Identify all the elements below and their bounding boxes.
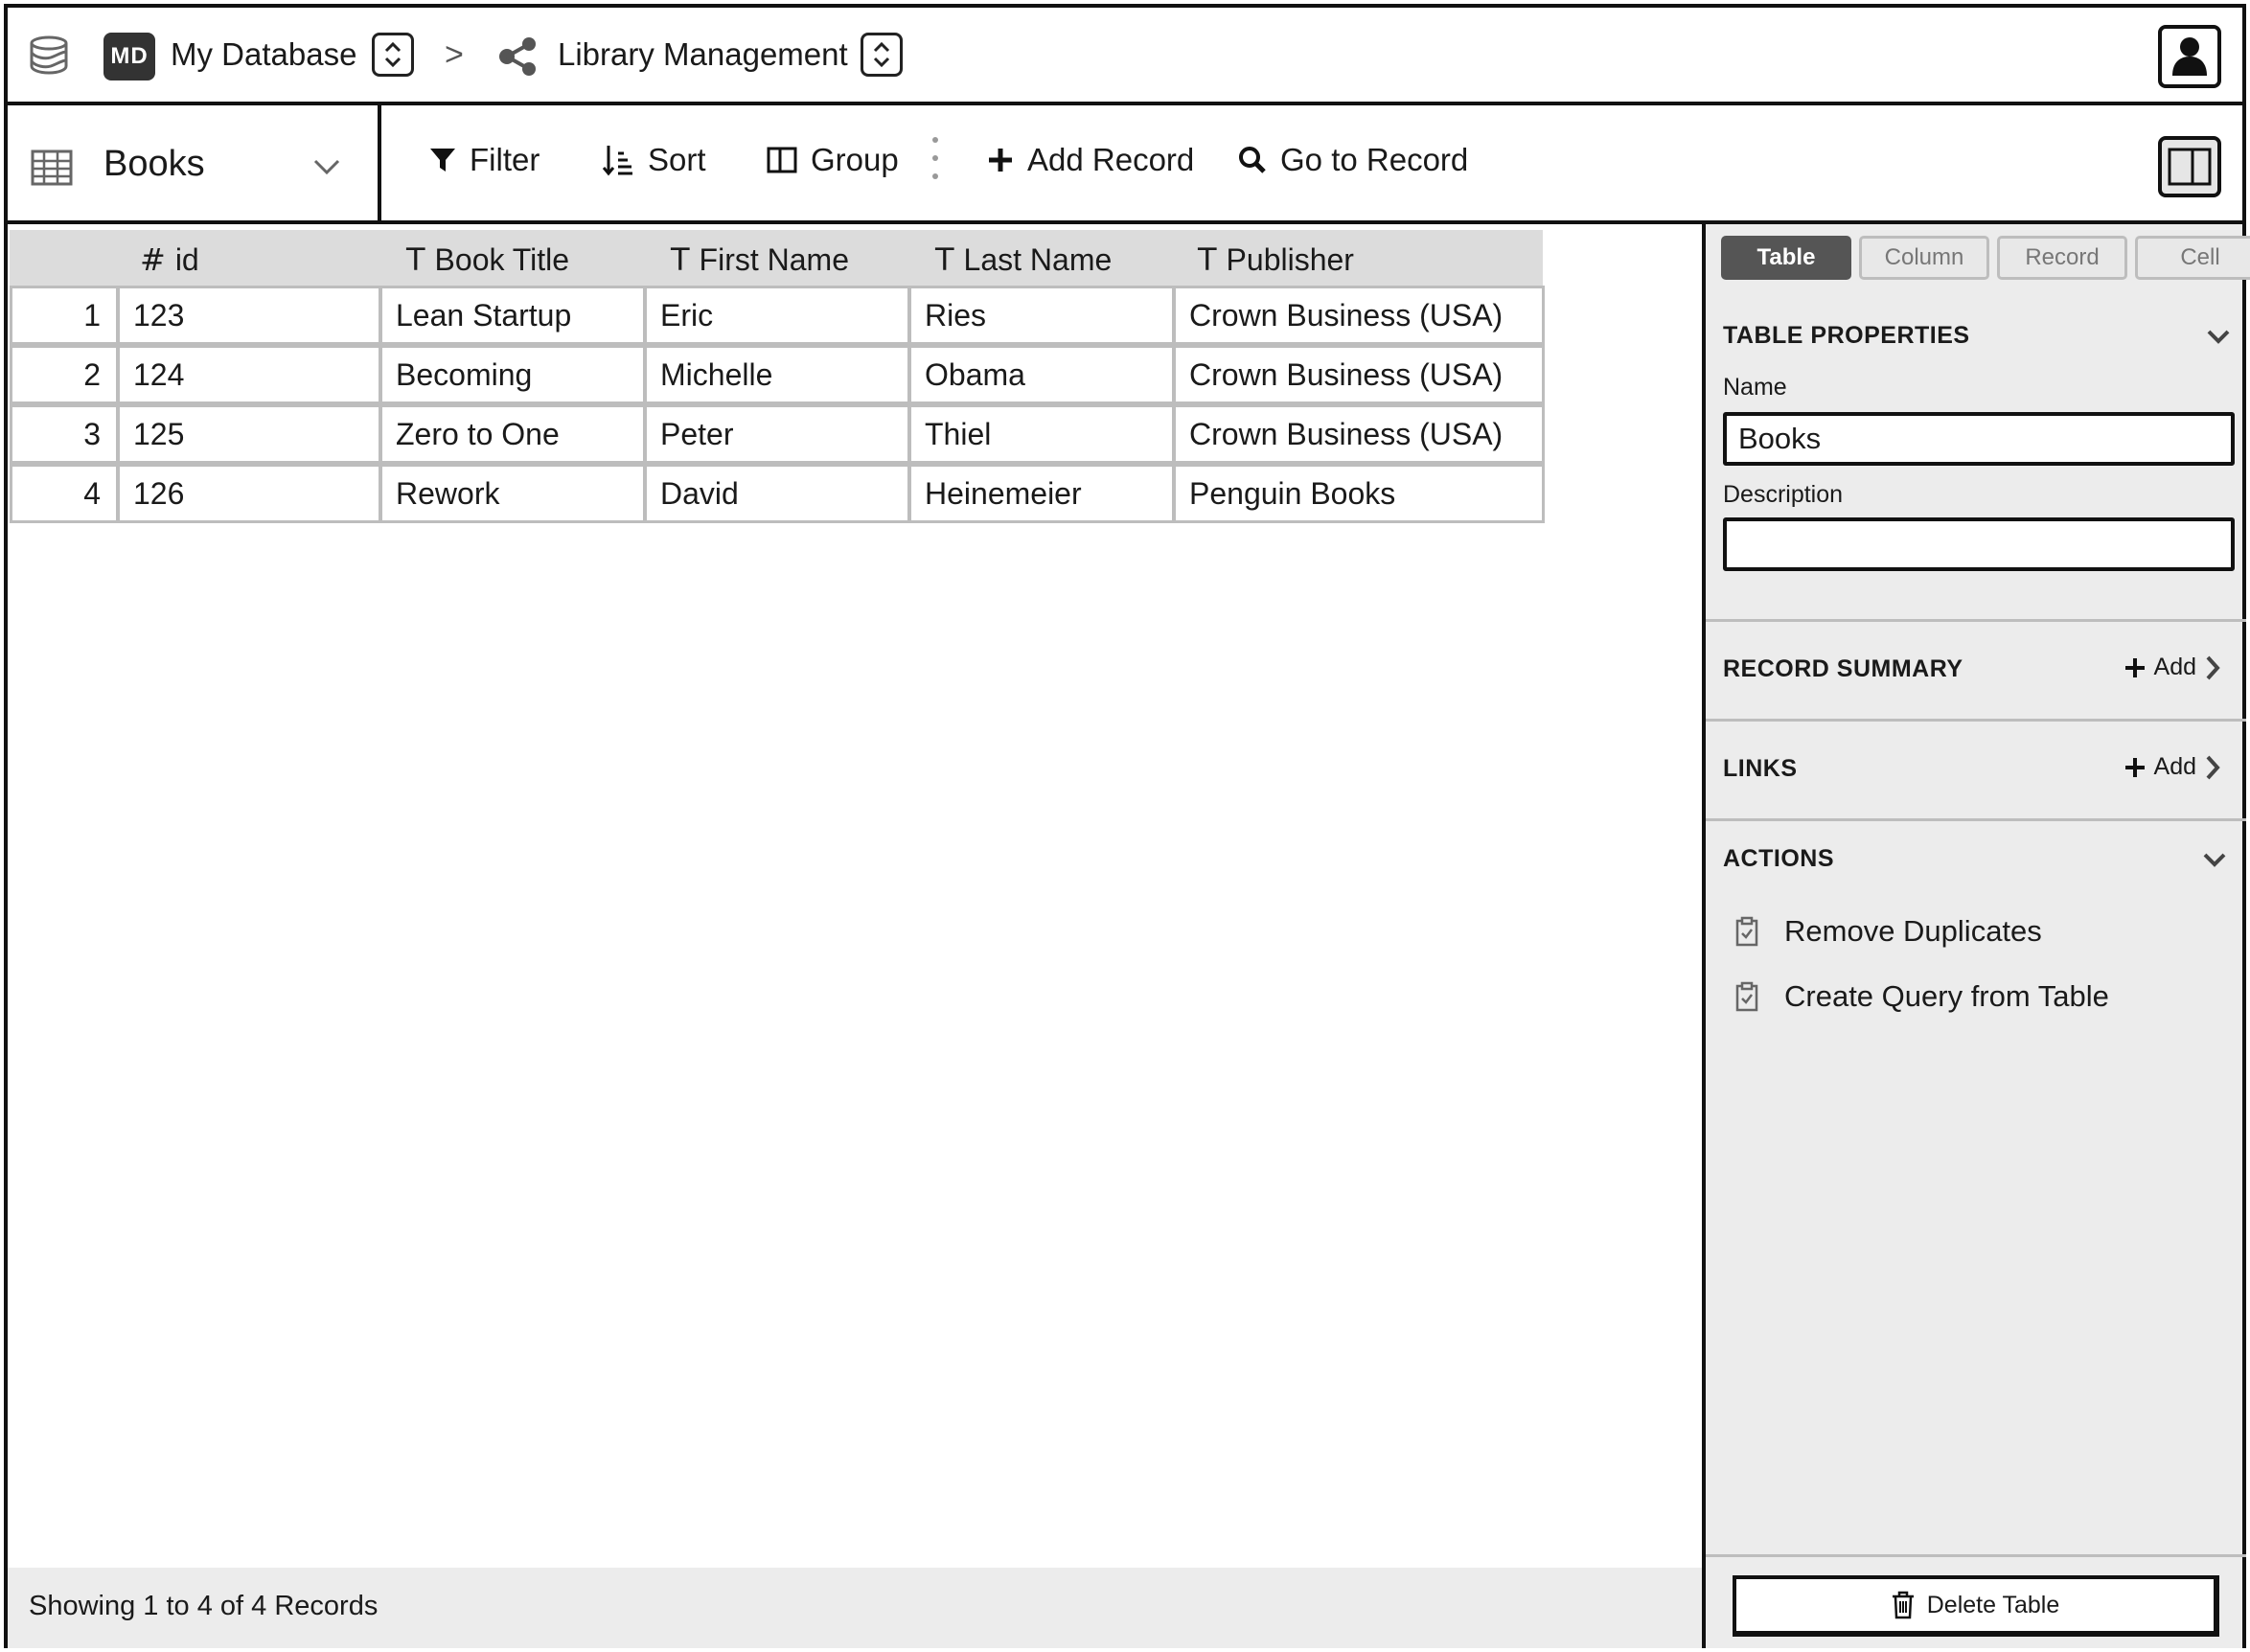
book-title-cell[interactable]: Zero to One: [379, 404, 646, 464]
trash-icon: [1891, 1591, 1916, 1619]
column-header-label: Publisher: [1226, 241, 1354, 277]
table-grid-icon: [31, 149, 73, 186]
table-row[interactable]: [10, 464, 1543, 523]
publisher-cell[interactable]: Crown Business (USA): [1173, 404, 1545, 464]
id-cell[interactable]: 123: [117, 286, 381, 345]
table-row[interactable]: [10, 286, 1543, 345]
filter-button[interactable]: [429, 142, 540, 178]
sidebar-toggle-icon: [2162, 140, 2217, 194]
add-link-button[interactable]: [2124, 753, 2221, 781]
plus-icon: [2124, 656, 2147, 679]
go-to-record-label: Go to Record: [1280, 142, 1469, 177]
action-label: Create Query from Table: [1784, 979, 2109, 1013]
chevron-down-icon[interactable]: [2206, 324, 2231, 349]
delete-table-label: Delete Table: [1926, 1591, 2060, 1618]
last-name-cell[interactable]: Heinemeier: [908, 464, 1175, 523]
add-label: Add: [2153, 753, 2196, 780]
group-button[interactable]: [767, 142, 899, 178]
actions-heading[interactable]: ACTIONS: [1723, 845, 1834, 872]
inspector-tabs: [1721, 236, 2250, 280]
column-header-label: Book Title: [434, 241, 570, 277]
tab-table[interactable]: Table: [1721, 236, 1851, 280]
links-heading: LINKS: [1723, 755, 1798, 782]
app-window: [4, 4, 2246, 1648]
id-cell[interactable]: 124: [117, 345, 381, 404]
group-label: Group: [811, 142, 899, 177]
row-number-cell[interactable]: 2: [10, 345, 119, 404]
record-count-status: Showing 1 to 4 of 4 Records: [29, 1591, 379, 1621]
publisher-cell[interactable]: Crown Business (USA): [1173, 345, 1545, 404]
section-divider: [1706, 818, 2246, 821]
table-name: Books: [103, 144, 205, 184]
table-row[interactable]: [10, 345, 1543, 404]
tab-record[interactable]: Record: [1997, 236, 2127, 280]
records-grid: [8, 224, 1702, 1568]
plus-icon: [987, 147, 1014, 173]
column-header-label: id: [174, 241, 199, 277]
text-type-icon: T: [671, 241, 690, 278]
search-icon: [1238, 146, 1267, 174]
add-record-summary-button[interactable]: [2124, 654, 2221, 681]
database-name[interactable]: My Database: [171, 36, 357, 72]
action-label: Remove Duplicates: [1784, 914, 2042, 948]
publisher-cell[interactable]: Crown Business (USA): [1173, 286, 1545, 345]
clipboard-icon: [1734, 981, 1759, 1012]
filter-label: Filter: [470, 142, 540, 177]
column-header-publisher[interactable]: [1198, 241, 1354, 278]
breadcrumb-separator: >: [445, 36, 464, 73]
chevron-updown-icon: [382, 40, 403, 69]
tab-column[interactable]: Column: [1859, 236, 1989, 280]
more-options-icon[interactable]: [931, 134, 939, 182]
chevron-updown-icon: [871, 40, 892, 69]
first-name-cell[interactable]: David: [644, 464, 910, 523]
text-type-icon: T: [406, 241, 425, 278]
first-name-cell[interactable]: Michelle: [644, 345, 910, 404]
sort-button[interactable]: [602, 142, 706, 178]
sort-label: Sort: [648, 142, 706, 177]
column-header-first-name[interactable]: [671, 241, 849, 278]
row-number-cell[interactable]: 3: [10, 404, 119, 464]
last-name-cell[interactable]: Ries: [908, 286, 1175, 345]
column-header-label: First Name: [699, 241, 849, 277]
sort-icon: [602, 144, 634, 176]
share-icon: [498, 36, 540, 77]
user-account-button[interactable]: [2158, 25, 2221, 88]
schema-switcher-button[interactable]: [861, 33, 903, 77]
chevron-down-icon: [312, 157, 341, 176]
toolbar: [8, 105, 2242, 224]
id-cell[interactable]: 125: [117, 404, 381, 464]
description-field-label: Description: [1723, 481, 1844, 508]
chevron-right-icon: [2204, 654, 2221, 681]
book-title-cell[interactable]: Becoming: [379, 345, 646, 404]
group-icon: [767, 146, 797, 174]
row-number-cell[interactable]: 1: [10, 286, 119, 345]
user-icon: [2170, 35, 2209, 78]
column-header-label: Last Name: [963, 241, 1113, 277]
column-header-last-name[interactable]: [935, 241, 1112, 278]
database-badge: MD: [103, 33, 155, 80]
schema-name[interactable]: Library Management: [558, 36, 848, 72]
top-bar: [8, 8, 2242, 105]
grid-header: [10, 230, 1543, 286]
grid-footer: [8, 1568, 1702, 1648]
section-divider: [1706, 1554, 2246, 1557]
tab-cell[interactable]: Cell: [2135, 236, 2250, 280]
filter-icon: [429, 147, 456, 173]
inspector-panel: [1702, 224, 2242, 1648]
chevron-down-icon[interactable]: [2202, 847, 2227, 872]
column-header-id[interactable]: [140, 241, 199, 278]
clipboard-icon: [1734, 916, 1759, 947]
delete-table-button[interactable]: [1733, 1575, 2219, 1637]
book-title-cell[interactable]: Lean Startup: [379, 286, 646, 345]
table-description-input[interactable]: [1723, 517, 2235, 571]
record-summary-heading: RECORD SUMMARY: [1723, 655, 1963, 682]
add-label: Add: [2153, 654, 2196, 680]
database-icon[interactable]: [27, 34, 71, 79]
chevron-right-icon: [2204, 754, 2221, 781]
section-divider: [1706, 619, 2246, 622]
id-cell[interactable]: 126: [117, 464, 381, 523]
number-type-icon: #: [140, 241, 166, 278]
publisher-cell[interactable]: Penguin Books: [1173, 464, 1545, 523]
text-type-icon: T: [935, 241, 954, 278]
table-row[interactable]: [10, 404, 1543, 464]
row-number-cell[interactable]: 4: [10, 464, 119, 523]
plus-icon: [2124, 756, 2147, 779]
first-name-cell[interactable]: Eric: [644, 286, 910, 345]
column-header-book-title[interactable]: [406, 241, 569, 278]
add-record-label: Add Record: [1027, 142, 1195, 177]
first-name-cell[interactable]: Peter: [644, 404, 910, 464]
name-field-label: Name: [1723, 374, 1787, 401]
section-divider: [1706, 719, 2246, 722]
last-name-cell[interactable]: Obama: [908, 345, 1175, 404]
last-name-cell[interactable]: Thiel: [908, 404, 1175, 464]
book-title-cell[interactable]: Rework: [379, 464, 646, 523]
database-switcher-button[interactable]: [372, 33, 414, 77]
add-record-button[interactable]: [987, 142, 1194, 178]
create-query-action[interactable]: [1734, 979, 2109, 1014]
table-selector[interactable]: [8, 105, 381, 224]
remove-duplicates-action[interactable]: [1734, 914, 2042, 949]
text-type-icon: T: [1198, 241, 1217, 278]
table-properties-heading[interactable]: TABLE PROPERTIES: [1723, 322, 1970, 349]
go-to-record-button[interactable]: [1238, 142, 1468, 178]
table-name-input[interactable]: Books: [1723, 412, 2235, 466]
panel-toggle-button[interactable]: [2158, 136, 2221, 197]
